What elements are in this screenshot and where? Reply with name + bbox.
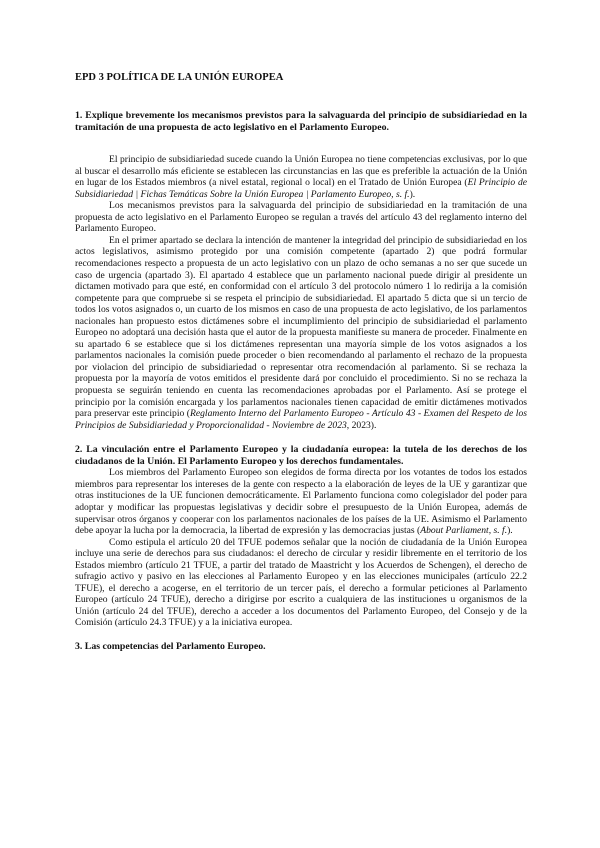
q2-p1-end: ). bbox=[507, 525, 513, 537]
question-1-heading: 1. Explique brevemente los mecanismos previstos para la salvaguarda del principio de subsidiariedad en la tramitación de una propuesta de acto legislativo en el Parlamento Europeo. bbox=[75, 110, 527, 133]
document-body bbox=[75, 110, 527, 653]
q1-paragraph-2: Los mecanismos previstos para la salvaguarda del principio de subsidiariedad en la tramitación de una propuesta de acto legislativo en el Parlamento Europeo se regulan a través del artículo 43 del reglamento interno del Parlamento Europeo. bbox=[75, 200, 527, 235]
q1-p3-text: En el primer apartado se declara la intención de mantener la integridad del principio de subsidiariedad en los actos legislativos, asimismo protegido por una comisión competente (apartado 2) que podrá formular recomendaciones respecto a propuesta de un acto legislativo con un plazo de ocho semanas a no ser que sucede un caso de urgencia (apartado 3). El apartado 4 establece que un parlamento nacional puede dirigir al presidente un dictamen motivado para que esté, en conformidad con el artículo 3 del protocolo número 1 lo redirija a la comisión competente para que compruebe si se respeta el principio de subsidiariedad. El apartado 5 dicta que si un tercio de todos los votos asignados o, un cuarto de los mismos en caso de una propuesta de acto legislativo, de los parlamentos nacionales han propuesto estos dictámenes sobre el incumplimiento del principio de subsidiariedad el parlamento Europeo no adoptará una decisión hasta que el autor de la propuesta manifieste su manera de proceder. Finalmente en su apartado 6 se establece que si los dictámenes representan una mayoría simple de los votos asignados a los parlamentos nacionales la comisión puede proceder o bien recomendando al parlamento el rechazo de la propuesta por violacion del principio de subsidiariedad o representar otra recomendación al parlamento. Si se rechaza la propuesta por la mayoría de votos emitidos el presidente dará por concluido el procedimiento. Si no se rechaza la propuesta se seguirán teniendo en cuenta las recomendaciones aprobadas por el Parlamento. Así se protege el principio por la comisión encargada y los parlamentos nacionales tienen capacidad de emitir dictámenes motivados para preservar este principio ( bbox=[75, 234, 527, 420]
q1-p1-citation: El Principio de Subsidiariedad | Fichas Temáticas Sobre la Unión Europea | Parlamento Europeo, s. f. bbox=[75, 177, 527, 200]
q1-p3-end: , 2023). bbox=[346, 419, 377, 431]
q2-paragraph-2: Como estipula el artículo 20 del TFUE podemos señalar que la noción de ciudadanía de la Unión Europea incluye una serie de derechos para sus ciudadanos: el derecho de circular y residir libremente en el territorio de los Estados miembro (artículo 21 TFUE, a partir del tratado de Maastricht y los Acuerdos de Schengen), el derecho de sufragio activo y pasivo en las elecciones al Parlamento Europeo y en las elecciones municipales (artículo 22.2 TFUE), el derecho a acogerse, en el territorio de un tercer país, el derecho a formular peticiones al Parlamento Europeo (artículo 24 TFUE), derecho a dirigirse por escrito a cualquiera de las instituciones u organismos de la Unión (artículo 24 del TFUE), derecho a acceder a los documentos del Parlamento Europeo, del Consejo y de la Comisión (artículo 24.3 TFUE) y a la iniciativa europea. bbox=[75, 536, 527, 629]
q2-paragraph-1 bbox=[75, 467, 527, 536]
question-2-heading: 2. La vinculación entre el Parlamento Europeo y la ciudadanía europea: la tutela de los derechos de los ciudadanos de la Unión. El Parlamento Europeo y los derechos fundamentales. bbox=[75, 444, 527, 467]
q1-p1-end: ). bbox=[409, 188, 416, 200]
q2-p1-citation: About Parliament, s. f. bbox=[420, 525, 508, 537]
document-title: EPD 3 POLÍTICA DE LA UNIÓN EUROPEA bbox=[75, 72, 284, 83]
question-3-heading: 3. Las competencias del Parlamento Europeo. bbox=[75, 640, 266, 652]
q1-p1-text: El principio de subsidiariedad sucede cuando la Unión Europea no tiene competencias exclusivas, por lo que al buscar el desarrollo más eficiente se establecen las circunstancias en las que es preferible la actuación de la Unión en lugar de los Estados miembros (a nivel estatal, regional o local) en el Tratado de Unión Europea ( bbox=[75, 154, 527, 189]
q1-p3-citation: Reglamento Interno del Parlamento Europeo - Artículo 43 - Examen del Respeto de los Principios de Subsidiariedad y Proporcionalidad - Noviembre de 2023 bbox=[75, 408, 527, 431]
q1-paragraph-3 bbox=[75, 235, 527, 431]
q2-p1-text: Los miembros del Parlamento Europeo son elegidos de forma directa por los votantes de todos los estados miembros para representar los intereses de la gente con respecto a la elaboración de leyes de la UE y garantizar que otras instituciones de la UE funcionen democráticamente. El Parlamento funciona como colegislador del poder para adoptar y modificar las propuestas legislativas y decidir sobre el presupuesto de la Unión Europea, además de supervisar otros órganos y cooperar con los parlamentos nacionales de los países de la UE. Asimismo el Parlamento debe apoyar la lucha por la democracia, la libertad de expresión y las democracias justas ( bbox=[75, 467, 527, 537]
q1-paragraph-1 bbox=[75, 154, 527, 200]
